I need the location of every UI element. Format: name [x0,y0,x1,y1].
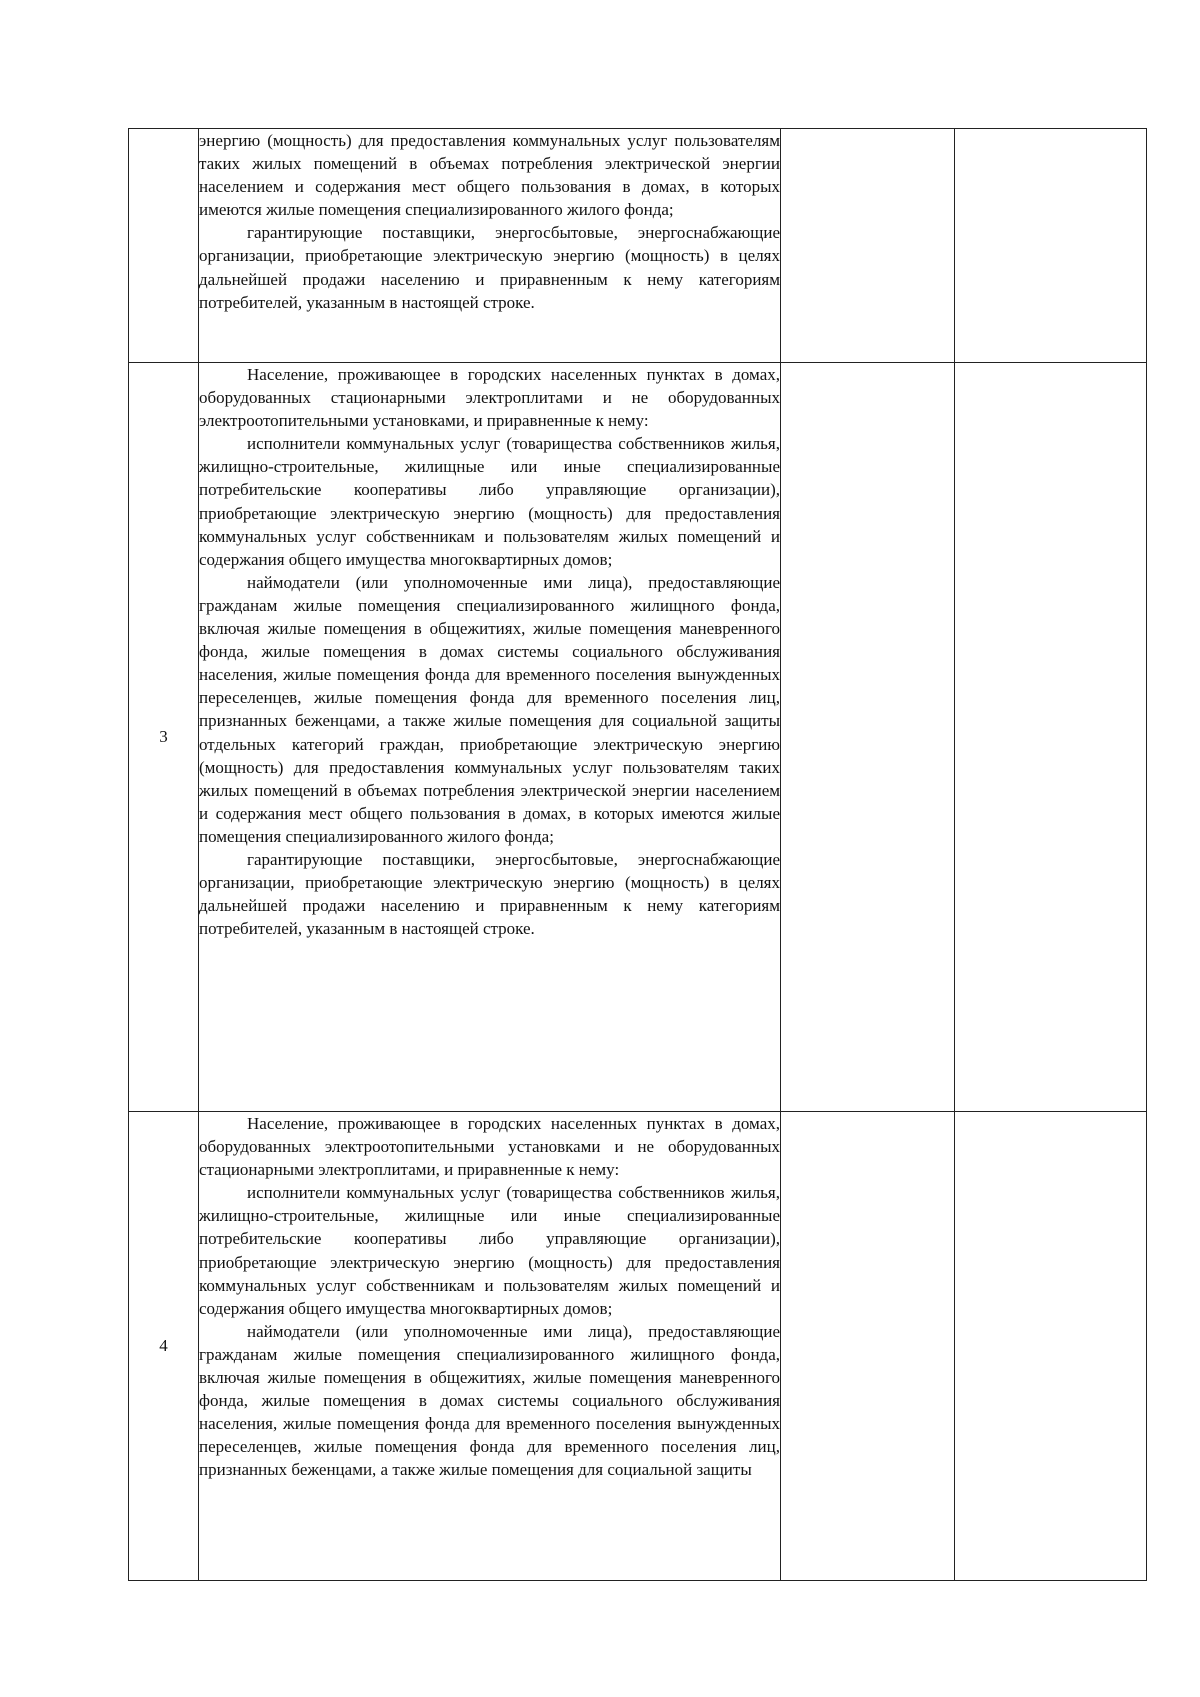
paragraph: наймодатели (или уполномоченные ими лица), предоставляющие гражданам жилые помещения специализированного жилищного фонда, включая жилые помещения в общежитиях, жилые помещения маневренного фонда, жилые помещения в домах системы социального обслуживания населения, жилые помещения фонда для временного поселения вынужденных переселенцев, жилые помещения фонда для временного поселения лиц, признанных беженцами, а также жилые помещения для социальной защиты отдельных категорий граждан, приобретающие электрическую энергию (мощность) для предоставления коммунальных услуг пользователям таких жилых помещений в объемах потребления электрической энергии населением и содержания мест общего пользования в домах, в которых имеются жилые помещения специализированного жилого фонда; [199,572,780,846]
value-cell-2 [955,129,1147,363]
paragraph: Население, проживающее в городских населенных пунктах в домах, оборудованных стационарными электроплитами и не оборудованных электроотопительными установками, и приравненные к нему: [199,365,780,431]
paragraph: гарантирующие поставщики, энергосбытовые, энергоснабжающие организации, приобретающие электрическую энергию (мощность) в целях дальнейшей продажи населению и приравненным к нему категориям потребителей, указанным в настоящей строке. [199,849,780,939]
paragraph: исполнители коммунальных услуг (товарищества собственников жилья, жилищно-строительные, жилищные или иные специализированные потребительские кооперативы либо управляющие организации), приобретающие электрическую энергию (мощность) для предоставления коммунальных услуг собственникам и пользователям жилых помещений и содержания общего имущества многоквартирных домов; [199,1183,780,1318]
row-description-cell [199,1112,781,1581]
row-number-cell: 4 [129,1112,199,1581]
row-number-cell [129,129,199,363]
table-row [129,1112,1147,1581]
value-cell-1 [781,129,955,363]
table-row [129,129,1147,363]
value-cell-2 [955,363,1147,1112]
paragraph: исполнители коммунальных услуг (товарищества собственников жилья, жилищно-строительные, жилищные или иные специализированные потребительские кооперативы либо управляющие организации), приобретающие электрическую энергию (мощность) для предоставления коммунальных услуг собственникам и пользователям жилых помещений и содержания общего имущества многоквартирных домов; [199,434,780,569]
paragraph: наймодатели (или уполномоченные ими лица), предоставляющие гражданам жилые помещения специализированного жилищного фонда, включая жилые помещения в общежитиях, жилые помещения маневренного фонда, жилые помещения в домах системы социального обслуживания населения, жилые помещения фонда для временного поселения вынужденных переселенцев, жилые помещения фонда для временного поселения лиц, признанных беженцами, а также жилые помещения для социальной защиты [199,1321,780,1480]
paragraph: энергию (мощность) для предоставления коммунальных услуг пользователям таких жилых помещений в объемах потребления электрической энергии населением и содержания мест общего пользования в домах, в которых имеются жилые помещения специализированного жилого фонда; [199,131,780,220]
paragraph: Население, проживающее в городских населенных пунктах в домах, оборудованных электроотопительными установками и не оборудованных стационарными электроплитами, и приравненные к нему: [199,1114,780,1180]
row-description-cell [199,363,781,1112]
tariff-table-body [129,129,1147,1581]
paragraph: гарантирующие поставщики, энергосбытовые, энергоснабжающие организации, приобретающие электрическую энергию (мощность) в целях дальнейшей продажи населению и приравненным к нему категориям потребителей, указанным в настоящей строке. [199,223,780,312]
row-number-cell: 3 [129,363,199,1112]
row-description-cell [199,129,781,363]
value-cell-1 [781,1112,955,1581]
value-cell-2 [955,1112,1147,1581]
tariff-table [128,128,1147,1581]
table-row [129,363,1147,1112]
value-cell-1 [781,363,955,1112]
